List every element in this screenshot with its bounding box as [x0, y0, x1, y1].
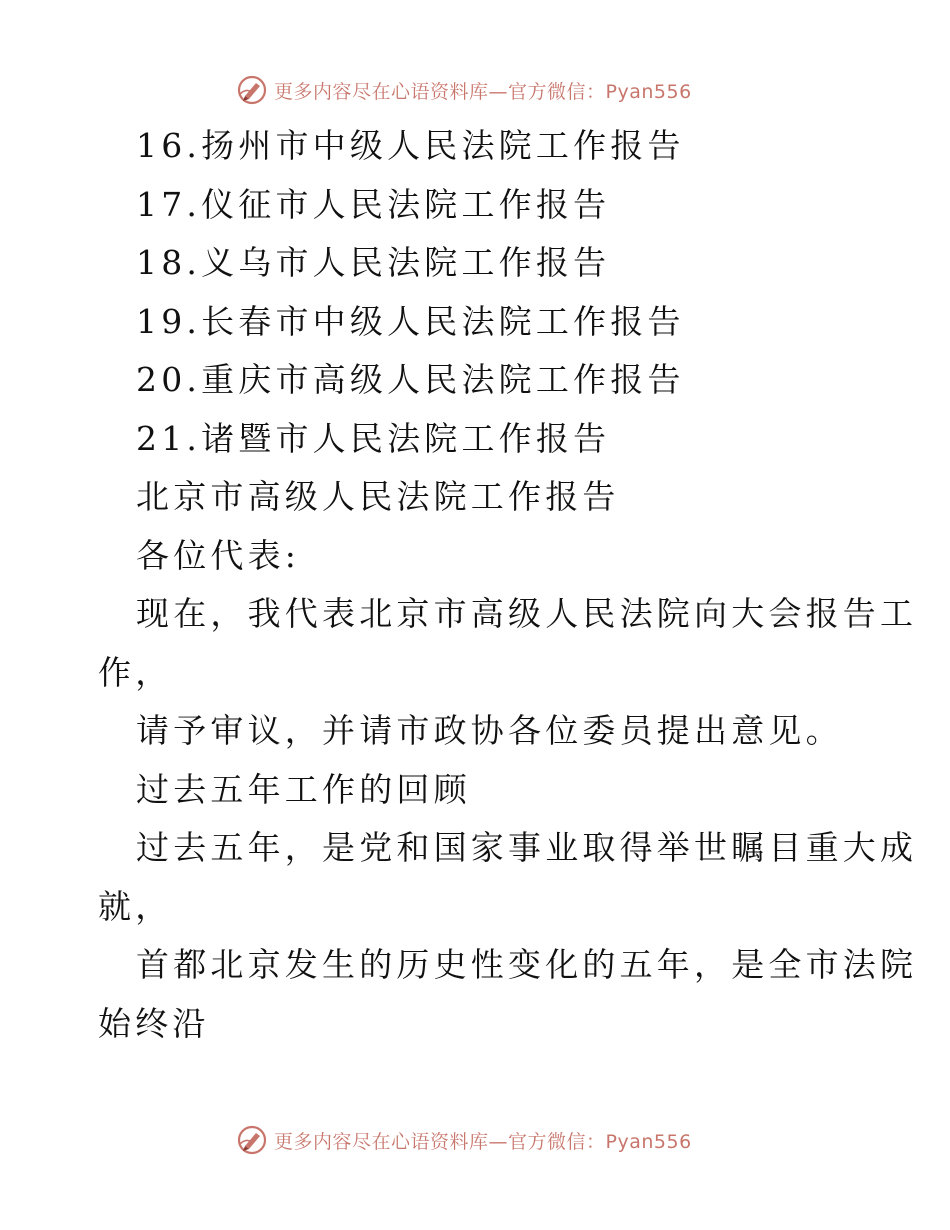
- list-item: 16.扬州市中级人民法院工作报告: [136, 126, 685, 165]
- subsection-heading: 过去五年工作的回顾: [136, 769, 471, 809]
- paragraph-line: 始终沿: [98, 1003, 210, 1043]
- list-item: 21.诸暨市人民法院工作报告: [136, 418, 611, 458]
- paragraph-line: 过去五年，是党和国家事业取得举世瞩目重大成: [136, 828, 918, 867]
- paragraph-line: 现在，我代表北京市高级人民法院向大会报告工: [136, 594, 918, 633]
- pen-logo-icon: [236, 74, 268, 106]
- paragraph-line: 请予审议，并请市政协各位委员提出意见。: [136, 711, 843, 750]
- salutation: 各位代表:: [136, 535, 301, 575]
- list-item: 17.仪征市人民法院工作报告: [136, 184, 611, 224]
- watermark-header: [236, 73, 692, 107]
- list-item: 19.长春市中级人民法院工作报告: [136, 301, 685, 341]
- watermark-text: 更多内容尽在心语资料库—官方微信：Pyan556: [274, 80, 692, 103]
- list-item: 18.义乌市人民法院工作报告: [136, 243, 611, 282]
- paragraph-line: 就，: [98, 886, 173, 926]
- pen-logo-icon: [236, 1124, 268, 1156]
- watermark-text: 更多内容尽在心语资料库—官方微信：Pyan556: [274, 1130, 692, 1153]
- section-title: 北京市高级人民法院工作报告: [136, 477, 620, 516]
- paragraph-line: 首都北京发生的历史性变化的五年，是全市法院: [136, 945, 918, 984]
- document-body: [98, 117, 918, 1053]
- list-item: 20.重庆市高级人民法院工作报告: [136, 360, 685, 399]
- paragraph-line: 作，: [98, 652, 173, 692]
- watermark-footer: [236, 1123, 692, 1157]
